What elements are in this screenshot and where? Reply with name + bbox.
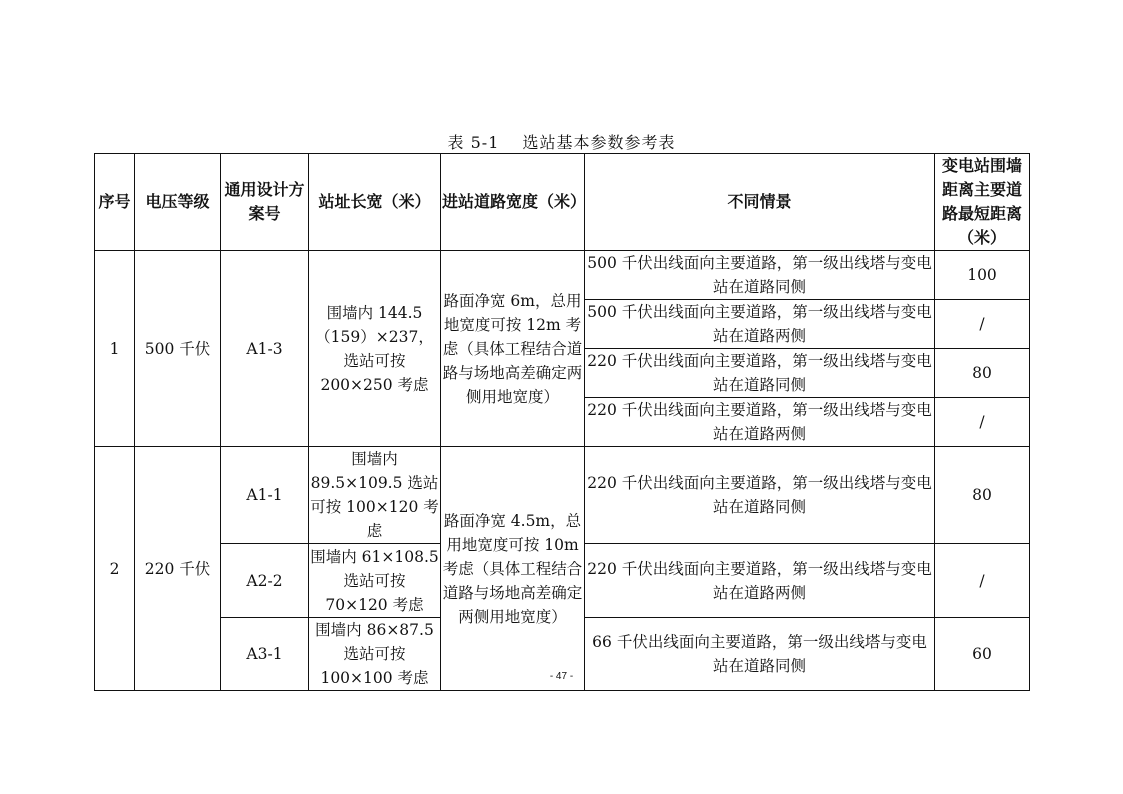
group-index-cell: 1 (95, 251, 135, 447)
voltage-cell: 220 千伏 (135, 447, 221, 691)
scenario-cell: 220 千伏出线面向主要道路，第一级出线塔与变电站在道路两侧 (585, 544, 935, 618)
road-width-cell: 路面净宽 6m，总用地宽度可按 12m 考虑（具体工程结合道路与场地高差确定两侧用地宽度） (441, 251, 585, 447)
scheme-code-cell: A1-1 (221, 447, 309, 544)
site-size-cell: 围墙内 89.5×109.5 选站可按 100×120 考虑 (309, 447, 441, 544)
scenario-cell: 66 千伏出线面向主要道路，第一级出线塔与变电站在道路同侧 (585, 618, 935, 691)
header-index: 序号 (95, 154, 135, 251)
road-width-cell: 路面净宽 4.5m，总用地宽度可按 10m 考虑（具体工程结合道路与场地高差确定两侧用地宽度） (441, 447, 585, 691)
distance-cell: 80 (935, 447, 1030, 544)
distance-cell: 60 (935, 618, 1030, 691)
scenario-cell: 220 千伏出线面向主要道路，第一级出线塔与变电站在道路两侧 (585, 398, 935, 447)
group-index-cell: 2 (95, 447, 135, 691)
header-distance: 变电站围墙距离主要道路最短距离（米） (935, 154, 1030, 251)
distance-cell: 100 (935, 251, 1030, 300)
scheme-code-cell: A2-2 (221, 544, 309, 618)
voltage-cell: 500 千伏 (135, 251, 221, 447)
table-caption: 表 5-1 选站基本参数参考表 (447, 133, 676, 152)
site-size-cell: 围墙内 144.5（159）×237，选站可按 200×250 考虑 (309, 251, 441, 447)
site-size-cell: 围墙内 86×87.5 选站可按 100×100 考虑 (309, 618, 441, 691)
header-site-size: 站址长宽（米） (309, 154, 441, 251)
scheme-code-cell: A3-1 (221, 618, 309, 691)
distance-cell: / (935, 300, 1030, 349)
table-row (95, 447, 1030, 544)
distance-cell: / (935, 544, 1030, 618)
table-row (95, 251, 1030, 300)
scheme-code-cell: A1-3 (221, 251, 309, 447)
distance-cell: / (935, 398, 1030, 447)
header-row (95, 154, 1030, 251)
site-size-cell: 围墙内 61×108.5 选站可按 70×120 考虑 (309, 544, 441, 618)
scenario-cell: 500 千伏出线面向主要道路，第一级出线塔与变电站在道路同侧 (585, 251, 935, 300)
site-parameter-table (94, 153, 1030, 691)
scenario-cell: 220 千伏出线面向主要道路，第一级出线塔与变电站在道路同侧 (585, 349, 935, 398)
page-number: - 47 - (549, 671, 574, 682)
scenario-cell: 500 千伏出线面向主要道路，第一级出线塔与变电站在道路两侧 (585, 300, 935, 349)
header-road-width: 进站道路宽度（米） (441, 154, 585, 251)
header-scenario: 不同情景 (585, 154, 935, 251)
header-scheme: 通用设计方案号 (221, 154, 309, 251)
header-voltage: 电压等级 (135, 154, 221, 251)
scenario-cell: 220 千伏出线面向主要道路，第一级出线塔与变电站在道路同侧 (585, 447, 935, 544)
distance-cell: 80 (935, 349, 1030, 398)
